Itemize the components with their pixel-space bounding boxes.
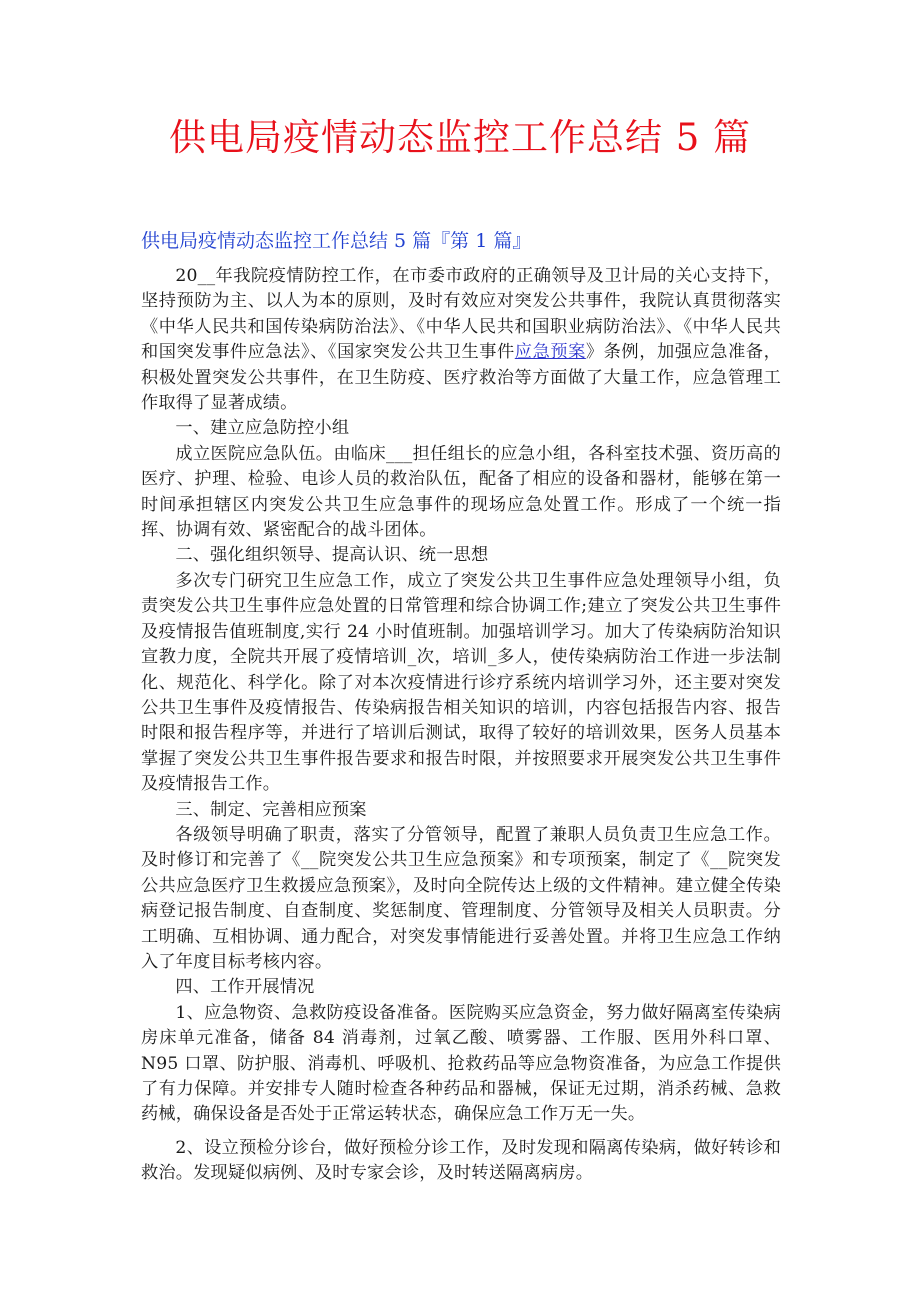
heading-organization: 二、强化组织领导、提高认识、统一思想 [175, 545, 489, 566]
section-heading: 供电局疫情动态监控工作总结 5 篇『第 1 篇』 [141, 230, 532, 252]
document-title: 供电局疫情动态监控工作总结 5 篇 [168, 116, 752, 159]
paragraph-triage: 2、设立预检分诊台，做好预检分诊工作，及时发现和隔离传染病，做好转诊和救治。发现疑似病例、及时专家会诊，及时转送隔离病房。 [141, 1137, 781, 1184]
heading-emergency-team: 一、建立应急防控小组 [175, 418, 350, 439]
paragraph-plans: 各级领导明确了职责，落实了分管领导，配置了兼职人员负责卫生应急工作。及时修订和完善了《__院突发公共卫生应急预案》和专项预案，制定了《__院突发公共应急医疗卫生救援应急预案》，及时向全院传达上级的文件精神。建立健全传染病登记报告制度、自查制度、奖惩制度、管理制度、分管领导及相关人员职责。分工明确、互相协调、通力配合，对突发事情能进行妥善处置。并将卫生应急工作纳入了年度目标考核内容。 [141, 824, 781, 972]
emergency-plan-link[interactable]: 应急预案 [514, 342, 586, 363]
paragraph-supplies: 1、应急物资、急救防疫设备准备。医院购买应急资金，努力做好隔离室传染病房床单元准备，储备 84 消毒剂，过氧乙酸、喷雾器、工作服、医用外科口罩、N95 口罩、防护服、消毒机、呼吸机、抢救药品等应急物资准备，为应急工作提供了有力保障。并安排专人随时检查各种药品和器械，保证无过期，消杀药械、急救药械，确保设备是否处于正常运转状态，确保应急工作万无一失。 [141, 1002, 781, 1125]
paragraph-organization: 多次专门研究卫生应急工作，成立了突发公共卫生事件应急处理领导小组，负责突发公共卫生事件应急处置的日常管理和综合协调工作;建立了突发公共卫生事件及疫情报告值班制度,实行 24 小时值班制。加强培训学习。加大了传染病防治知识宣教力度，全院共开展了疫情培训_次，培训_多人，使传染病防治工作进一步法制化、规范化、科学化。除了对本次疫情进行诊疗系统内培训学习外，还主要对突发公共卫生事件及疫情报告、传染病报告相关知识的培训，内容包括报告内容、报告时限和报告程序等，并进行了培训后测试，取得了较好的培训效果，医务人员基本掌握了突发公共卫生事件报告要求和报告时限，并按照要求开展突发公共卫生事件及疫情报告工作。 [141, 570, 781, 795]
intro-text-after-link: 》条例，加强应急准备，积极处置突发公共事件，在卫生防疫、医疗救治等方面做了大量工作，应急管理工作取得了显著成绩。 [141, 342, 781, 414]
intro-text-before-link: 20__年我院疫情防控工作，在市委市政府的正确领导及卫计局的关心支持下，坚持预防为主、以人为本的原则，及时有效应对突发公共事件，我院认真贯彻落实《中华人民共和国传染病防治法》、《中华人民共和国职业病防治法》、《中华人民共和国突发事件应急法》、《国家突发公共卫生事件 [141, 266, 781, 363]
heading-work-progress: 四、工作开展情况 [175, 977, 315, 998]
intro-paragraph [141, 264, 781, 416]
paragraph-emergency-team: 成立医院应急队伍。由临床___担任组长的应急小组，各科室技术强、资历高的医疗、护理、检验、电诊人员的救治队伍，配备了相应的设备和器材，能够在第一时间承担辖区内突发公共卫生应急事件的现场应急处置工作。形成了一个统一指挥、协调有效、紧密配合的战斗团体。 [141, 443, 781, 541]
document-body [141, 264, 781, 1187]
heading-plans: 三、制定、完善相应预案 [175, 799, 367, 820]
